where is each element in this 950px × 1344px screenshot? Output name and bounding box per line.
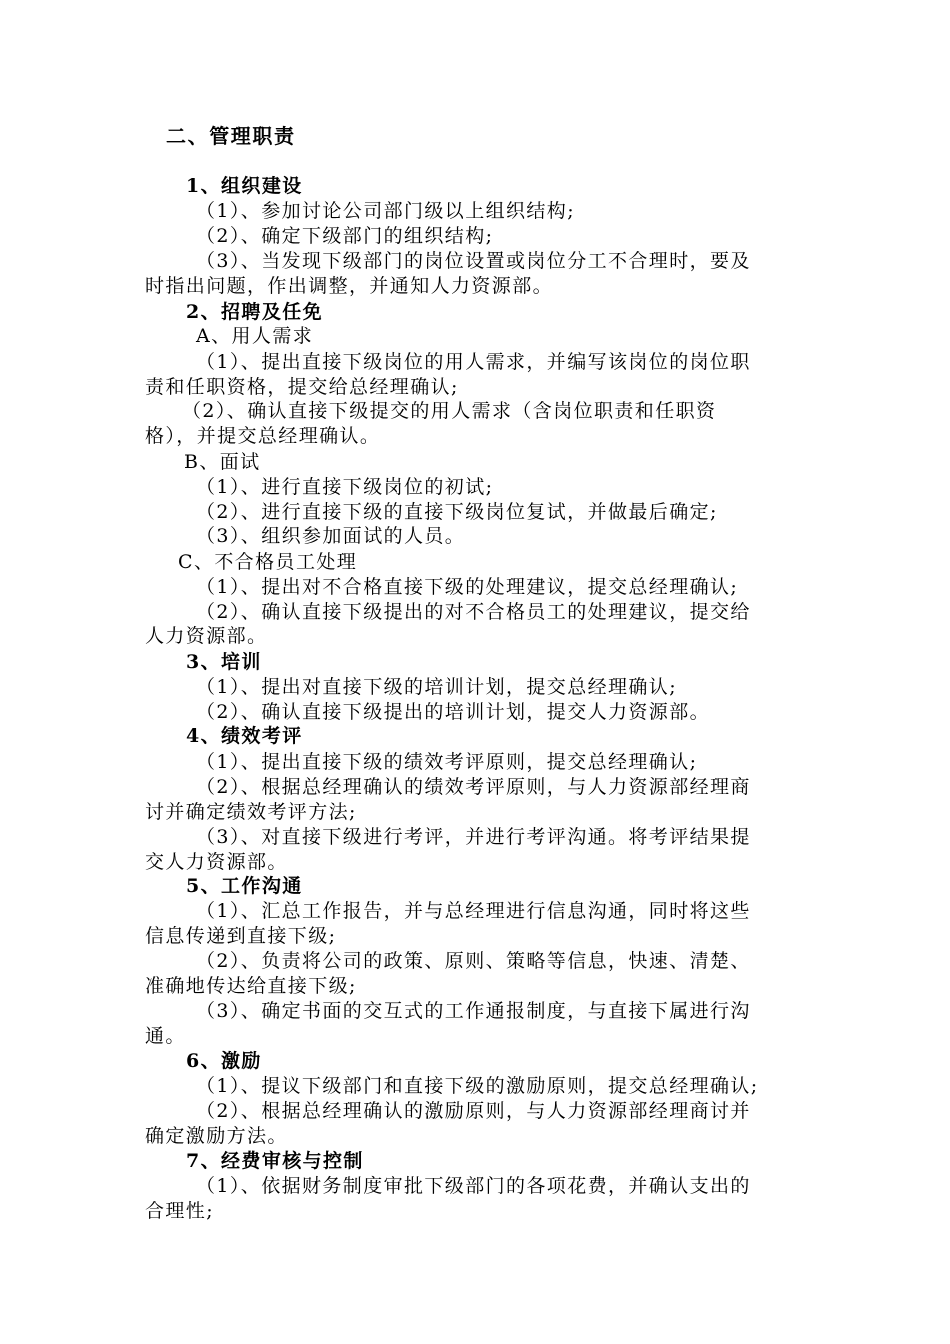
subsection-heading: 2、招聘及任免 bbox=[186, 301, 324, 323]
subsection-heading: 3、培训 bbox=[186, 651, 262, 673]
body-text-line: （2）、根据总经理确认的绩效考评原则，与人力资源部经理商 bbox=[196, 776, 751, 798]
body-text-line: （1）、依据财务制度审批下级部门的各项花费，并确认支出的 bbox=[196, 1175, 751, 1197]
body-text-line: 合理性; bbox=[145, 1200, 215, 1222]
body-text-line: （1）、提议下级部门和直接下级的激励原则，提交总经理确认; bbox=[196, 1075, 759, 1097]
body-text-line: （2）、确认直接下级提出的对不合格员工的处理建议，提交给 bbox=[196, 601, 751, 623]
body-text-line: （2）、确定下级部门的组织结构; bbox=[196, 225, 494, 247]
body-text-line: 讨并确定绩效考评方法; bbox=[145, 801, 357, 823]
body-text-line: C、不合格员工处理 bbox=[178, 551, 358, 573]
body-text-line: 时指出问题，作出调整，并通知人力资源部。 bbox=[145, 275, 554, 297]
body-text-line: （1）、汇总工作报告，并与总经理进行信息沟通，同时将这些 bbox=[196, 900, 751, 922]
body-text-line: A、用人需求 bbox=[196, 325, 314, 347]
subsection-heading: 4、绩效考评 bbox=[186, 725, 303, 747]
section-title: 二、管理职责 bbox=[166, 124, 296, 148]
body-text-line: （3）、确定书面的交互式的工作通报制度，与直接下属进行沟 bbox=[196, 1000, 751, 1022]
body-text-line: （1）、提出对不合格直接下级的处理建议，提交总经理确认; bbox=[196, 576, 739, 598]
body-text-line: （2）、确认直接下级提交的用人需求（含岗位职责和任职资 bbox=[182, 400, 717, 422]
subsection-heading: 1、组织建设 bbox=[186, 175, 303, 197]
body-text-line: （1）、提出直接下级岗位的用人需求，并编写该岗位的岗位职 bbox=[196, 351, 751, 373]
body-text-line: 准确地传达给直接下级; bbox=[145, 975, 357, 997]
body-text-line: 信息传递到直接下级; bbox=[145, 925, 337, 947]
body-text-line: （1）、参加讨论公司部门级以上组织结构; bbox=[196, 200, 575, 222]
body-text-line: （3）、组织参加面试的人员。 bbox=[196, 525, 466, 547]
body-text-line: 格），并提交总经理确认。 bbox=[145, 425, 381, 447]
body-text-line: B、面试 bbox=[184, 451, 261, 473]
body-text-line: （2）、进行直接下级的直接下级岗位复试，并做最后确定; bbox=[196, 501, 718, 523]
body-text-line: 交人力资源部。 bbox=[145, 851, 288, 873]
body-text-line: （1）、提出对直接下级的培训计划，提交总经理确认; bbox=[196, 676, 677, 698]
body-text-line: 确定激励方法。 bbox=[145, 1125, 288, 1147]
body-text-line: （2）、根据总经理确认的激励原则，与人力资源部经理商讨并 bbox=[196, 1100, 751, 1122]
subsection-heading: 7、经费审核与控制 bbox=[186, 1150, 364, 1172]
body-text-line: 通。 bbox=[145, 1025, 186, 1047]
body-text-line: （2）、负责将公司的政策、原则、策略等信息，快速、清楚、 bbox=[196, 950, 751, 972]
body-text-line: （1）、提出直接下级的绩效考评原则，提交总经理确认; bbox=[196, 751, 698, 773]
body-text-line: 责和任职资格，提交给总经理确认; bbox=[145, 376, 459, 398]
body-text-line: （1）、进行直接下级岗位的初试; bbox=[196, 476, 494, 498]
body-text-line: （3）、对直接下级进行考评，并进行考评沟通。将考评结果提 bbox=[196, 826, 751, 848]
subsection-heading: 5、工作沟通 bbox=[186, 875, 303, 897]
body-text-line: 人力资源部。 bbox=[145, 625, 268, 647]
body-text-line: （3）、当发现下级部门的岗位设置或岗位分工不合理时，要及 bbox=[196, 250, 751, 272]
subsection-heading: 6、激励 bbox=[186, 1050, 262, 1072]
body-text-line: （2）、确认直接下级提出的培训计划，提交人力资源部。 bbox=[196, 701, 710, 723]
